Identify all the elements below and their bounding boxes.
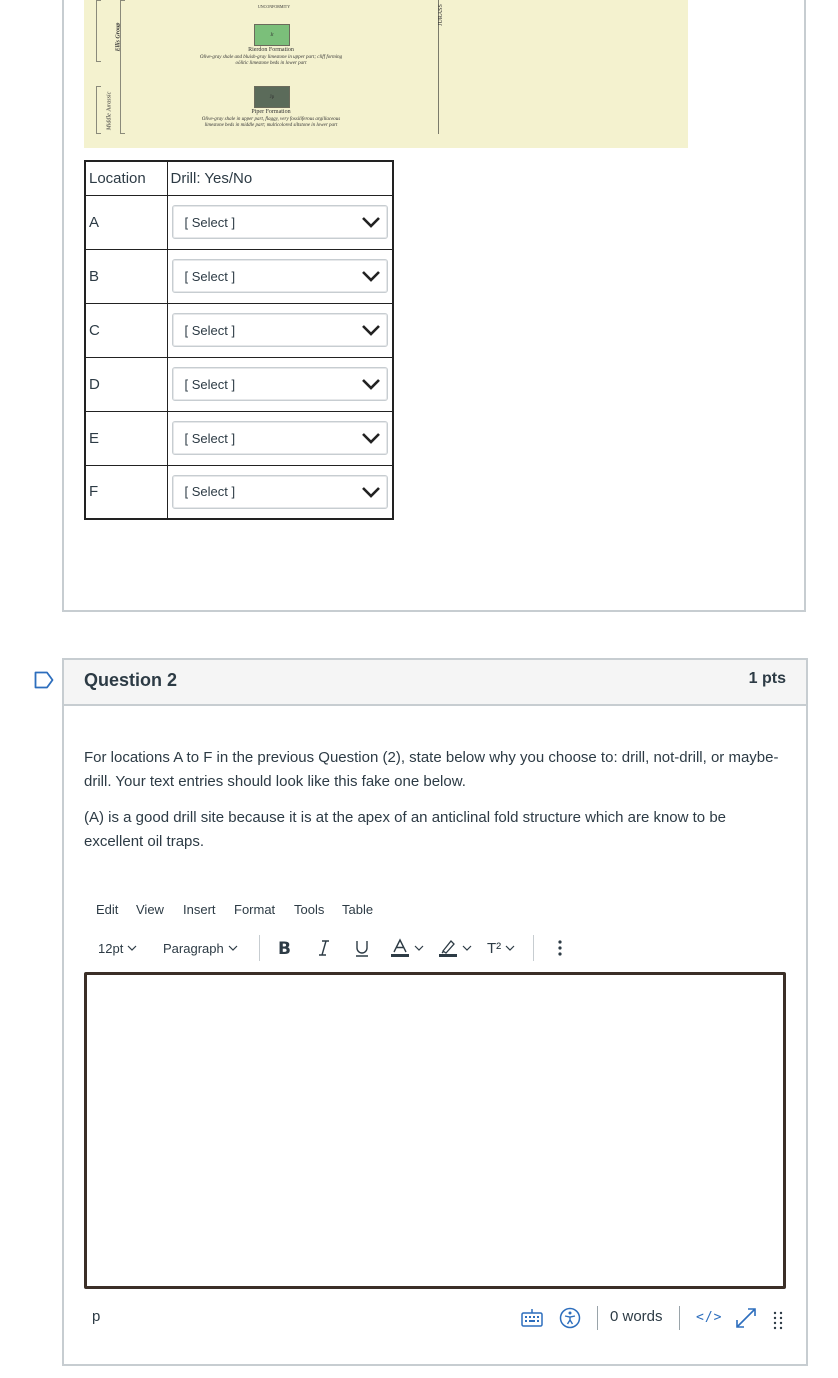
location-cell: D <box>85 357 167 411</box>
header-drill: Drill: Yes/No <box>167 161 393 195</box>
select-value: [ Select ] <box>184 268 236 284</box>
chevron-down-icon <box>361 215 381 229</box>
chevron-down-icon <box>361 431 381 445</box>
stratigraphy-figure <box>84 0 688 148</box>
resize-handle-icon[interactable] <box>772 1310 784 1330</box>
select-value: [ Select ] <box>184 430 236 446</box>
piper-name: Piper Formation <box>251 109 291 115</box>
drill-select-c[interactable] <box>172 313 389 347</box>
drill-select-e[interactable] <box>172 421 389 455</box>
location-cell: E <box>85 411 167 465</box>
fullscreen-icon[interactable] <box>735 1307 757 1329</box>
drill-select-a[interactable] <box>172 205 389 239</box>
chevron-down-icon <box>505 944 515 952</box>
toolbar-separator <box>259 935 260 961</box>
status-separator <box>679 1306 680 1330</box>
italic-icon <box>316 938 332 958</box>
underline-button[interactable] <box>353 936 371 960</box>
question-title: Question 2 <box>84 670 178 690</box>
text-color-icon <box>390 938 410 958</box>
chevron-down-icon <box>361 377 381 391</box>
table-header-row <box>85 161 393 195</box>
header-location: Location <box>85 161 167 195</box>
drill-select-d[interactable] <box>172 367 389 401</box>
bracket <box>120 0 125 134</box>
chevron-down-icon <box>228 944 238 952</box>
location-cell: A <box>85 195 167 249</box>
menu-edit[interactable]: Edit <box>96 902 119 917</box>
select-value: [ Select ] <box>184 484 236 500</box>
jurassic-label: JURASS <box>437 4 444 26</box>
superscript-dropdown[interactable] <box>487 936 515 960</box>
table-row <box>85 195 393 249</box>
superscript-icon: T² <box>487 939 502 957</box>
table-row <box>85 303 393 357</box>
flag-question-icon[interactable] <box>34 671 54 689</box>
chevron-down-icon <box>361 485 381 499</box>
piper-description: Olive-gray shale in upper part, flaggy, very fossiliferous argillaceous limestone beds in middle part; multicolored siltstone in lower part <box>201 117 341 128</box>
chevron-down-icon <box>127 944 137 952</box>
highlighter-icon <box>438 938 458 958</box>
highlight-color-button[interactable] <box>438 936 472 960</box>
table-row <box>85 465 393 519</box>
ellis-group-label: Ellis Group <box>115 22 122 52</box>
table-row <box>85 249 393 303</box>
question-example: (A) is a good drill site because it is at the apex of an anticlinal fold structure which are know to be excellent oil traps. <box>84 809 727 850</box>
chevron-down-icon <box>361 323 381 337</box>
text-color-button[interactable] <box>390 936 424 960</box>
block-format-value: Paragraph <box>163 940 224 956</box>
select-value: [ Select ] <box>184 376 236 392</box>
font-size-dropdown[interactable] <box>98 936 137 960</box>
menu-insert[interactable]: Insert <box>183 902 216 917</box>
menu-format[interactable]: Format <box>234 902 276 917</box>
question-prompt: For locations A to F in the previous Question (2), state below why you choose to: drill, not-drill, or maybe-drill. Your text entries should look like this fake one below. <box>84 749 779 790</box>
keyboard-icon[interactable] <box>521 1308 543 1328</box>
location-cell: C <box>85 303 167 357</box>
table-row <box>85 411 393 465</box>
drill-select-f[interactable] <box>172 475 389 509</box>
html-editor-toggle[interactable]: </> <box>696 1310 723 1325</box>
rierdon-name: Rierdon Formation <box>248 47 294 53</box>
select-value: [ Select ] <box>184 214 236 230</box>
svg-text:B: B <box>278 939 291 958</box>
location-cell: B <box>85 249 167 303</box>
middle-jurassic-label: Middle Jurassic <box>106 91 113 131</box>
chevron-down-icon <box>414 944 424 952</box>
location-cell: F <box>85 465 167 519</box>
toolbar-separator <box>533 935 534 961</box>
rierdon-description: Olive-gray shale and bluish-gray limestone in upper part; cliff forming oölitic limestone beds in lower part <box>199 55 343 66</box>
more-toolbar-button[interactable] <box>553 936 567 960</box>
rierdon-swatch: Jr <box>254 24 290 46</box>
italic-button[interactable] <box>316 936 332 960</box>
chevron-down-icon <box>361 269 381 283</box>
table-row <box>85 357 393 411</box>
menu-table[interactable]: Table <box>342 902 374 917</box>
bracket <box>96 0 101 62</box>
status-separator <box>597 1306 598 1330</box>
drill-select-b[interactable] <box>172 259 389 293</box>
underline-icon <box>353 938 371 958</box>
menu-view[interactable]: View <box>136 902 164 917</box>
unconformity-label: UNCONFORMITY <box>257 4 291 9</box>
bold-button[interactable] <box>276 936 294 960</box>
word-count[interactable]: 0 words <box>610 1308 663 1325</box>
drill-decision-table <box>84 160 394 520</box>
accessibility-icon[interactable] <box>559 1307 581 1329</box>
rich-text-editor[interactable] <box>84 972 786 1289</box>
chevron-down-icon <box>462 944 472 952</box>
bracket <box>96 86 101 134</box>
more-vertical-icon <box>553 938 567 958</box>
question-points: 1 pts <box>748 670 786 687</box>
bold-icon <box>276 938 294 958</box>
select-value: [ Select ] <box>184 322 236 338</box>
font-size-value: 12pt <box>98 940 124 956</box>
element-path[interactable]: p <box>92 1308 101 1325</box>
menu-tools[interactable]: Tools <box>294 902 325 917</box>
piper-swatch: Jp <box>254 86 290 108</box>
block-format-dropdown[interactable] <box>163 936 238 960</box>
